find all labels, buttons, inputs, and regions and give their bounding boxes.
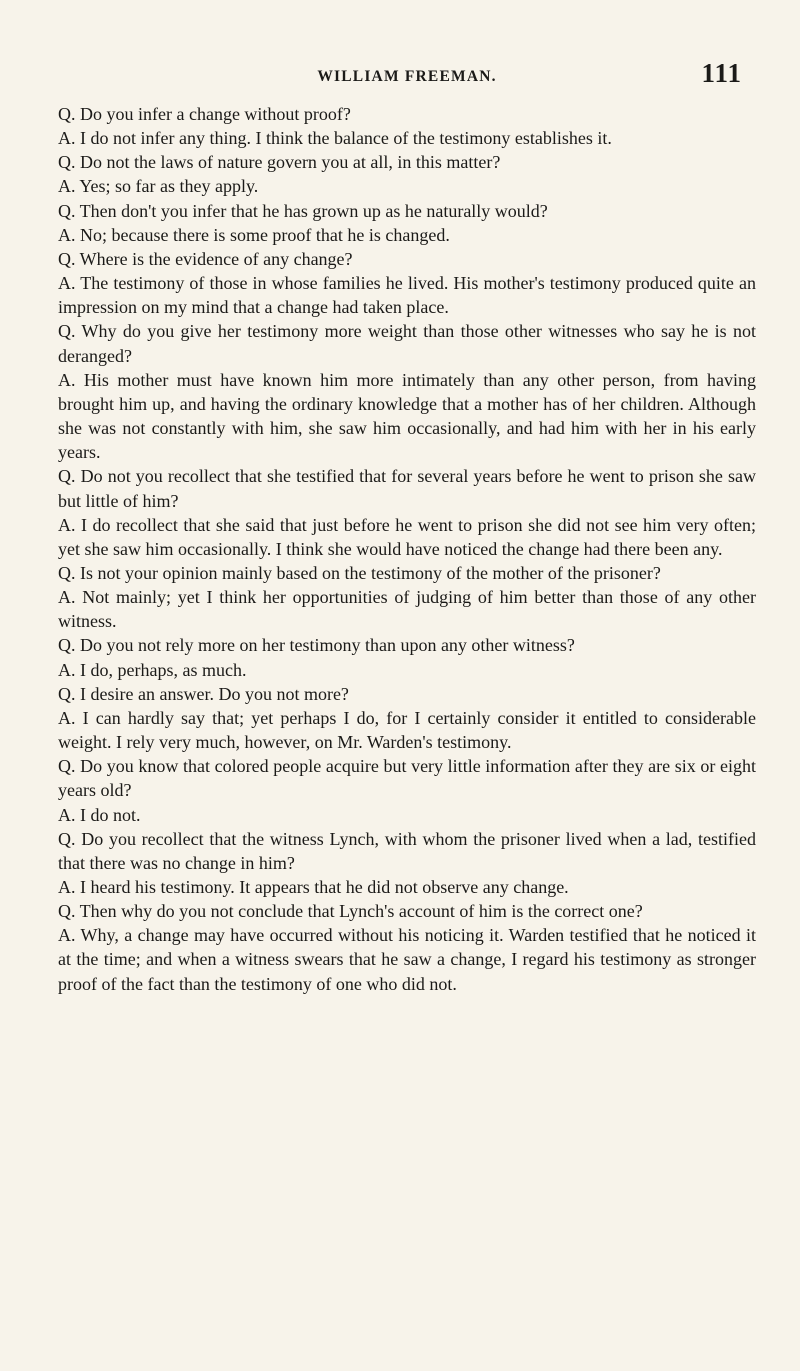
- answer-paragraph: A. Why, a change may have occurred without his noticing it. Warden testified that he noticed it at the time; and when a witness swears that he saw a change, I regard his testimony as stronger proof of the fact than the testimony of one who did not.: [58, 925, 756, 994]
- answer-paragraph: A. No; because there is some proof that he is changed.: [58, 224, 450, 245]
- question-paragraph: Q. Where is the evidence of any change?: [58, 248, 353, 269]
- answer-paragraph: A. I heard his testimony. It appears that he did not observe any change.: [58, 877, 569, 897]
- question-paragraph: Q. Do you not rely more on her testimony than upon any other witness?: [58, 635, 575, 656]
- answer-paragraph: A. Not mainly; yet I think her opportunities of judging of him better than those of any other witness.: [58, 587, 756, 632]
- question-paragraph: Q. Do you infer a change without proof?: [58, 104, 351, 124]
- answer-paragraph: A. The testimony of those in whose families he lived. His mother's testimony produced quite an impression on my mind that a change had taken place.: [58, 273, 756, 318]
- question-paragraph: Q. I desire an answer. Do you not more?: [58, 683, 349, 704]
- testimony-text: [58, 102, 756, 996]
- question-paragraph: Q. Do you recollect that the witness Lynch, with whom the prisoner lived when a lad, testified that there was no change in him?: [58, 828, 756, 873]
- answer-paragraph: A. Yes; so far as they apply.: [58, 176, 259, 197]
- question-paragraph: Q. Then don't you infer that he has grown up as he naturally would?: [58, 200, 548, 221]
- question-paragraph: Q. Then why do you not conclude that Lynch's account of him is the correct one?: [58, 901, 643, 922]
- answer-paragraph: A. I do recollect that she said that just before he went to prison she did not see him very often; yet she saw him occasionally. I think she would have noticed the change had there been any.: [58, 514, 756, 559]
- answer-paragraph: A. I can hardly say that; yet perhaps I do, for I certainly consider it entitled to considerable weight. I rely very much, however, on Mr. Warden's testimony.: [58, 707, 756, 753]
- question-paragraph: Q. Why do you give her testimony more weight than those other witnesses who say he is not deranged?: [58, 321, 756, 366]
- answer-paragraph: A. I do, perhaps, as much.: [58, 659, 247, 680]
- running-head: [58, 58, 756, 102]
- question-paragraph: Q. Do you know that colored people acquire but very little information after they are six or eight years old?: [58, 756, 756, 801]
- answer-paragraph: A. I do not.: [58, 804, 141, 825]
- question-paragraph: Q. Do not you recollect that she testified that for several years before he went to prison she saw but little of him?: [58, 466, 756, 511]
- answer-paragraph: A. His mother must have known him more intimately than any other person, from having brought him up, and having the ordinary knowledge that a mother has of her children. Although she was not constantly with him, she saw him occasionally, and had him with her in his early years.: [58, 369, 756, 463]
- page-number: 111: [701, 58, 742, 88]
- running-title: WILLIAM FREEMAN.: [317, 68, 497, 85]
- question-paragraph: Q. Is not your opinion mainly based on the testimony of the mother of the prisoner?: [58, 562, 661, 583]
- question-paragraph: Q. Do not the laws of nature govern you at all, in this matter?: [58, 152, 501, 173]
- answer-paragraph: A. I do not infer any thing. I think the balance of the testimony establishes it.: [58, 128, 612, 149]
